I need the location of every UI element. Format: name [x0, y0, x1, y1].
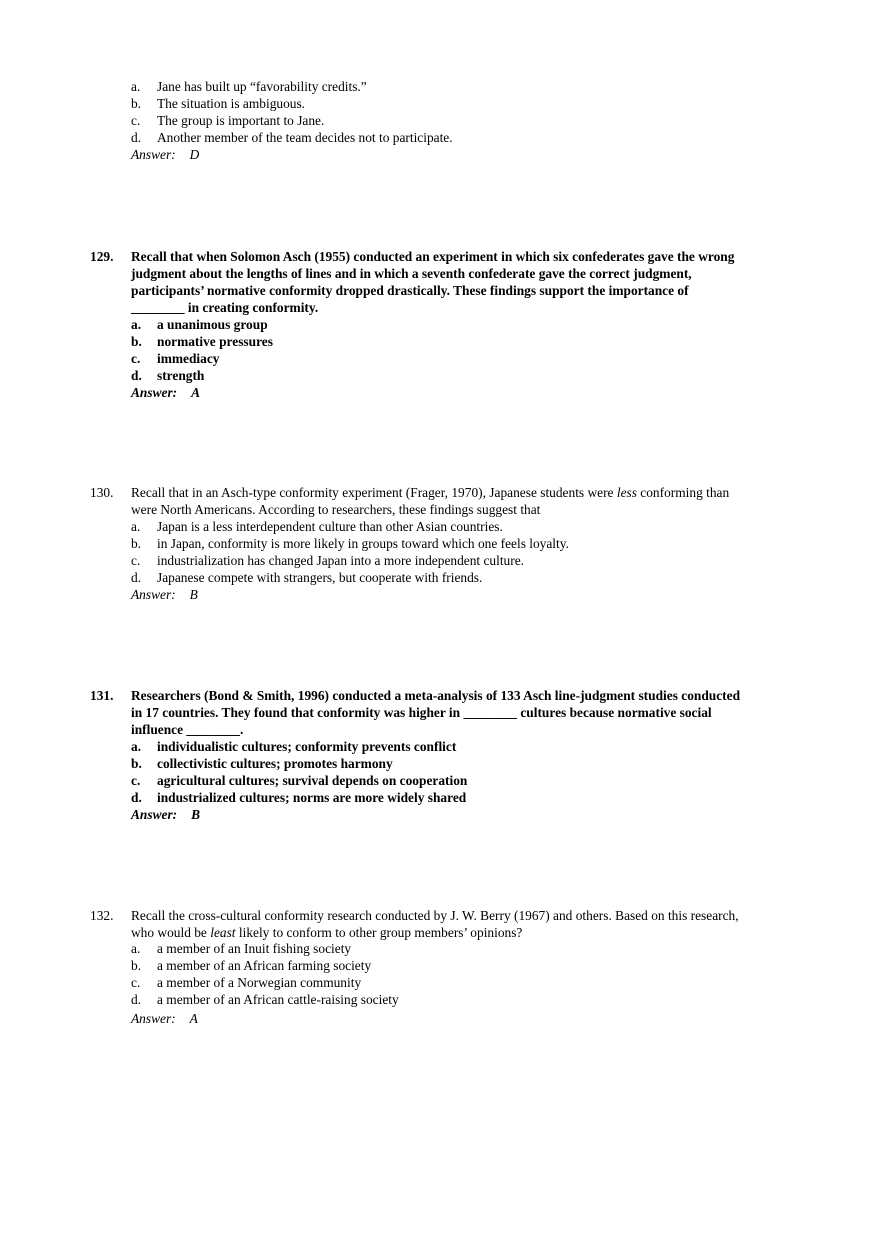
answer-label: Answer:	[131, 587, 176, 602]
question-number: 132.	[90, 908, 114, 923]
option-text: a member of an African farming society	[157, 958, 372, 973]
question-number: 131.	[90, 688, 114, 703]
question-number: 129.	[90, 249, 114, 264]
option-letter: a.	[131, 941, 141, 956]
option-letter: b.	[131, 958, 142, 973]
stem-text: conforming than	[636, 485, 730, 500]
option-letter: d.	[131, 992, 142, 1007]
option-text: normative pressures	[157, 334, 273, 349]
question-stem-line: influence ________.	[131, 722, 244, 737]
option-text: immediacy	[157, 351, 220, 366]
option-letter: d.	[131, 130, 142, 145]
answer-label: Answer:	[131, 147, 176, 162]
option-letter: a.	[131, 317, 142, 332]
option-letter: a.	[131, 79, 141, 94]
question-stem-line: participants’ normative conformity dropped drastically. These findings support the importance of	[131, 283, 689, 298]
stem-emphasis: least	[210, 925, 236, 940]
option-text: Another member of the team decides not to participate.	[157, 130, 453, 145]
option-letter: b.	[131, 96, 142, 111]
option-letter: d.	[131, 368, 142, 383]
answer-line	[131, 146, 199, 163]
option-text: a member of an African cattle-raising society	[157, 992, 399, 1007]
answer-value: B	[191, 807, 201, 822]
stem-emphasis: less	[616, 485, 637, 500]
option-text: Jane has built up “favorability credits.”	[157, 79, 367, 94]
question-stem-line: ________ in creating conformity.	[131, 300, 319, 315]
option-letter: a.	[131, 739, 142, 754]
stem-text: likely to conform to other group members’ opinions?	[235, 925, 523, 940]
option-text: Japanese compete with strangers, but cooperate with friends.	[157, 570, 483, 585]
answer-line	[131, 384, 200, 401]
option-text: The group is important to Jane.	[157, 113, 325, 128]
option-text: strength	[157, 368, 205, 383]
option-letter: b.	[131, 756, 142, 771]
option-text: collectivistic cultures; promotes harmony	[157, 756, 393, 771]
question-stem-line	[131, 924, 522, 941]
stem-text: Recall that in an Asch-type conformity experiment (Frager, 1970), Japanese students were	[131, 485, 617, 500]
option-text: Japan is a less interdependent culture than other Asian countries.	[157, 519, 503, 534]
answer-label: Answer:	[131, 385, 178, 400]
question-stem-line: Researchers (Bond & Smith, 1996) conducted a meta-analysis of 133 Asch line-judgment studies conducted	[131, 688, 741, 703]
answer-value: A	[189, 1011, 198, 1026]
option-letter: c.	[131, 553, 141, 568]
option-letter: b.	[131, 334, 142, 349]
question-stem-line: Recall the cross-cultural conformity research conducted by J. W. Berry (1967) and others. Based on this research,	[131, 908, 739, 923]
question-stem-line: judgment about the lengths of lines and in which a seventh confederate gave the correct judgment,	[131, 266, 692, 281]
option-text: industrialized cultures; norms are more widely shared	[157, 790, 467, 805]
option-letter: c.	[131, 113, 141, 128]
option-text: in Japan, conformity is more likely in groups toward which one feels loyalty.	[157, 536, 569, 551]
option-text: industrialization has changed Japan into a more independent culture.	[157, 553, 525, 568]
answer-value: D	[189, 147, 200, 162]
option-letter: a.	[131, 519, 141, 534]
answer-label: Answer:	[131, 1011, 176, 1026]
option-letter: b.	[131, 536, 142, 551]
option-text: a member of a Norwegian community	[157, 975, 362, 990]
question-stem-line: Recall that when Solomon Asch (1955) conducted an experiment in which six confederates gave the wrong	[131, 249, 735, 264]
answer-line	[131, 1010, 198, 1027]
option-letter: c.	[131, 351, 141, 366]
option-text: a unanimous group	[157, 317, 268, 332]
option-letter: d.	[131, 570, 142, 585]
stem-text: who would be	[131, 925, 211, 940]
option-text: The situation is ambiguous.	[157, 96, 306, 111]
answer-value: A	[191, 385, 201, 400]
question-stem-line: were North Americans. According to researchers, these findings suggest that	[131, 502, 541, 517]
option-text: agricultural cultures; survival depends on cooperation	[157, 773, 468, 788]
option-letter: c.	[131, 773, 141, 788]
answer-label: Answer:	[131, 807, 178, 822]
option-letter: d.	[131, 790, 142, 805]
option-text: individualistic cultures; conformity prevents conflict	[157, 739, 457, 754]
question-stem-line: in 17 countries. They found that conformity was higher in ________ cultures because normative social	[131, 705, 712, 720]
option-letter: c.	[131, 975, 141, 990]
question-number: 130.	[90, 485, 114, 500]
answer-value: B	[189, 587, 198, 602]
question-stem-line	[131, 484, 729, 501]
option-text: a member of an Inuit fishing society	[157, 941, 352, 956]
answer-line	[131, 806, 200, 823]
answer-line	[131, 586, 198, 603]
